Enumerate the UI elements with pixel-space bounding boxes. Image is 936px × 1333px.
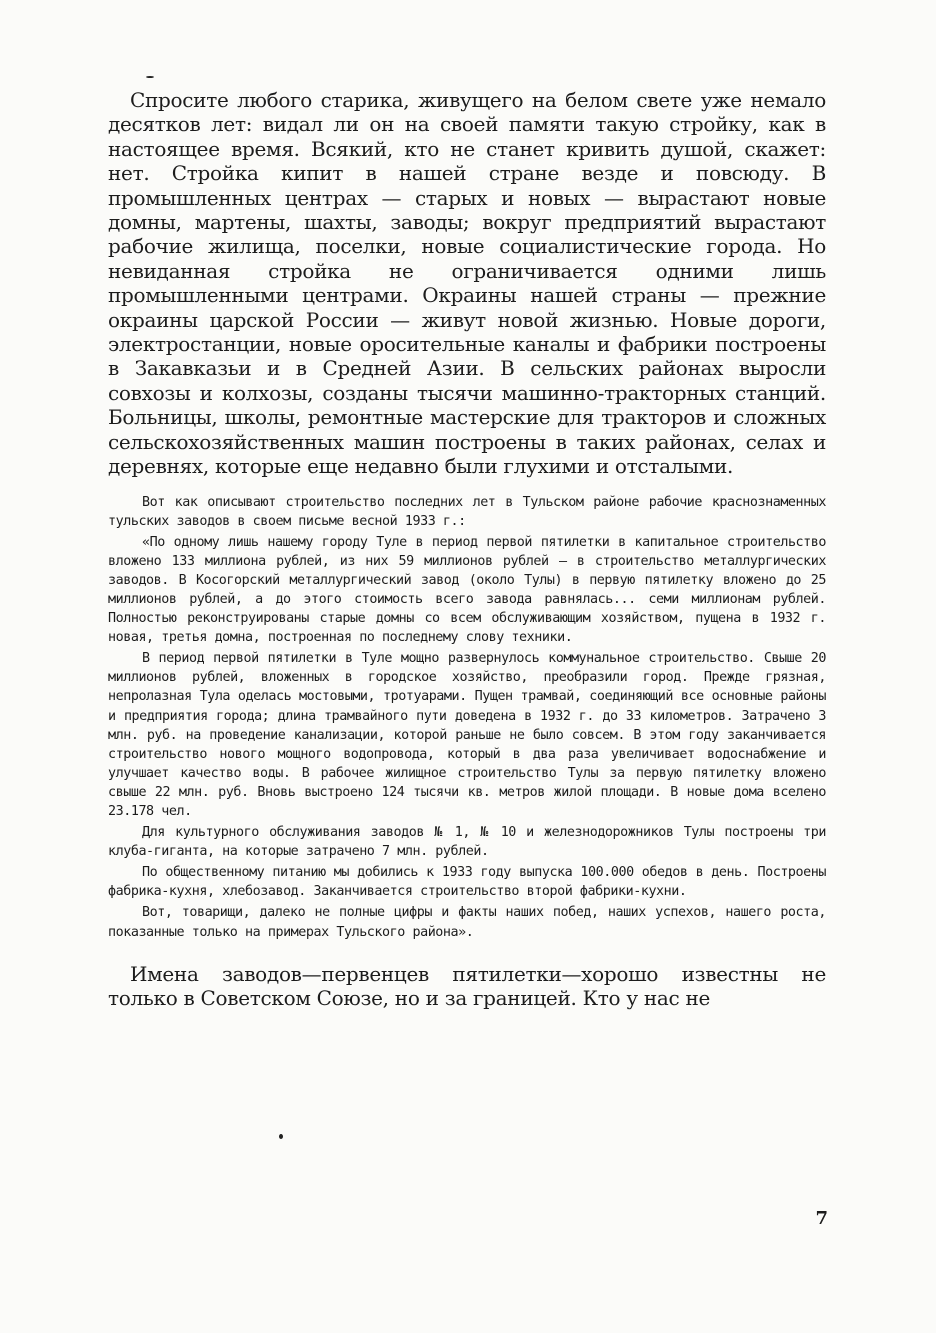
quote-paragraph-closing: Вот, товарищи, далеко не полные цифры и факты наших побед, наших успехов, нашего роста, показанные только на примерах Тульского района». xyxy=(108,905,826,940)
print-speck xyxy=(279,1134,283,1139)
quote-block xyxy=(108,493,826,942)
quote-paragraph-catering: По общественному питанию мы добились к 1933 году выпуска 100.000 обедов в день. Построены фабрика-кухня, хлебозавод. Заканчивается строительство второй фабрики-кухни. xyxy=(108,865,826,900)
page-body xyxy=(108,88,826,1010)
quote-intro-paragraph: Вот как описывают строительство последних лет в Тульском районе рабочие краснознаменных тульских заводов в своем письме весной 1933 г.: xyxy=(108,494,826,529)
quote-paragraph-communal: В период первой пятилетки в Туле мощно развернулось коммунальное строительство. Свыше 20 миллионов рублей, вложенных в городское хозяйство, преобразили город. Прежде грязная, непролазная Тула оделась мостовыми, тротуарами. Пущен трамвай, соединяющий все основные районы и предприятия города; длина трамвайного пути доведена в 1932 г. до 33 километров. Затрачено 3 млн. руб. на проведение канализации, которой раньше не было совсем. В этом году заканчивается строительство нового мощного водопровода, который в два раза увеличивает водоснабжение и улучшает качество воды. В рабочее жилищное строительство Тулы за первую пятилетку вложено свыше 22 млн. руб. Вновь выстроено 124 тысячи кв. метров жилой площади. В новые дома вселено 23.178 чел. xyxy=(108,651,826,819)
closing-paragraph: Имена заводов—первенцев пятилетки—хорошо известны не только в Советском Союзе, но и за границей. Кто у нас не xyxy=(108,961,826,1011)
page-number: 7 xyxy=(815,1208,828,1229)
quote-paragraph-clubs: Для культурного обслуживания заводов № 1, № 10 и железнодорожников Тулы построены три клуба-гиганта, на которые затрачено 7 млн. рублей. xyxy=(108,825,826,860)
quote-paragraph-investment: «По одному лишь нашему городу Туле в период первой пятилетки в капитальное строительство вложено 133 миллиона рублей, из них 59 миллионов рублей — в строительство металлургических заводов. В Косогорский металлургический завод (около Тулы) в первую пятилетку вложено до 25 миллионов рублей, а до этого стоимость всего завода равнялась... семи миллионам рублей. Полностью реконструированы старые домны со всем обслуживающим хозяйством, пущена в 1932 г. новая, третья домна, построенная по последнему слову техники. xyxy=(108,534,826,646)
intro-paragraph: Спросите любого старика, живущего на белом свете уже немало десятков лет: видал ли он на своей памяти такую стройку, как в настоящее время. Всякий, кто не станет кривить душой, скажет: нет. Стройка кипит в нашей стране везде и повсюду. В промышленных центрах — старых и новых — вырастают новые домны, мартены, шахты, заводы; вокруг предприятий вырастают рабочие жилища, поселки, новые социалистические города. Но невиданная стройка не ограничивается одними лишь промышленными центрами. Окраины нашей страны — прежние окраины царской России — живут новой жизнью. Новые дороги, электростанции, новые оросительные каналы и фабрики построены в Закавказьи и в Средней Азии. В сельских районах выросли совхозы и колхозы, созданы тысячи машинно-тракторных станций. Больницы, школы, ремонтные мастерские для тракторов и сложных сельскохозяйственных машин построены в таких районах, селах и деревнях, которые еще недавно были глухими и отсталыми. xyxy=(108,88,826,479)
print-speck xyxy=(146,76,154,78)
